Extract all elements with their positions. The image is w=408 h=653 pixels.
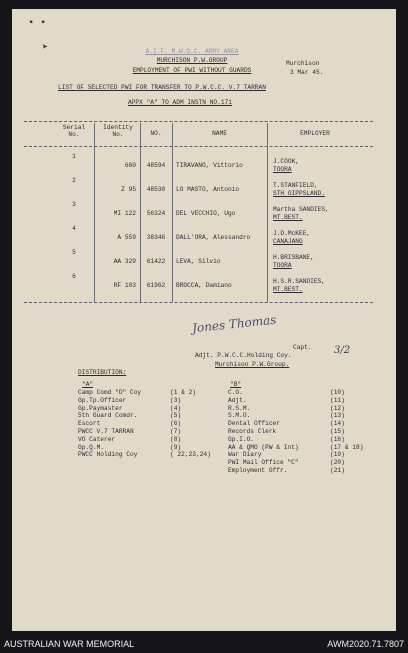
column-divider — [140, 123, 141, 302]
col-header-serial: Serial No. — [62, 124, 86, 138]
distribution-item: S.M.O. — [228, 412, 251, 420]
col-header-employer: EMPLOYER — [300, 130, 330, 137]
cell-employer-line: MT.BEST. — [273, 286, 303, 293]
signature-title: Adjt. P.W.C.C.Holding Coy. — [195, 352, 292, 359]
distribution-number: (11) — [330, 396, 345, 404]
handwritten-signature: Jones Thomas — [191, 312, 278, 336]
cell-no: 61422 — [146, 258, 166, 265]
distribution-number: (9) — [170, 443, 182, 451]
cell-employer-line: MT.BEST. — [273, 214, 303, 221]
column-divider — [94, 123, 95, 302]
cell-serial: 3 — [72, 201, 76, 208]
header-line-2: MURCHISON P.W.GROUP — [156, 57, 228, 64]
signature-rank: Capt. — [293, 344, 312, 351]
cell-serial: 4 — [72, 225, 76, 232]
distribution-item: Gp.Tp.Officer — [78, 396, 127, 404]
punch-mark-top: ▪ ▪ — [28, 18, 47, 29]
distribution-item: Gp.Q.M. — [78, 443, 104, 451]
cell-name: TIRAVANO, Vittorio — [176, 162, 243, 169]
table-bottom-rule — [24, 302, 373, 303]
distribution-item: Records Clerk — [228, 428, 277, 435]
distribution-item: PWCC Holding Coy — [78, 451, 138, 459]
distribution-item: Adjt. — [228, 396, 247, 404]
distribution-number: (3) — [170, 396, 182, 404]
handwritten-annotation: 3/2 — [334, 345, 351, 356]
cell-name: DEL VECCHIO, Ugo — [176, 210, 236, 217]
cell-name: LO MASTO, Antonio — [176, 186, 240, 193]
distribution-number: (4) — [170, 404, 182, 412]
cell-employer-line: STH GIPPSLAND. — [273, 190, 325, 197]
distribution-number: (13) — [330, 412, 345, 420]
cell-employer-line: J.COOK, — [273, 158, 299, 165]
distribution-number: (5) — [170, 412, 182, 420]
cell-no: 56324 — [146, 210, 166, 217]
table-header-rule — [24, 146, 373, 147]
cell-no: 48594 — [146, 162, 166, 169]
col-header-name: NAME — [212, 130, 227, 137]
table-top-rule — [24, 121, 373, 122]
distribution-item: Gp.I.O. — [228, 435, 254, 443]
cell-serial: 2 — [72, 177, 76, 184]
distribution-number: (19) — [330, 451, 345, 459]
cell-serial: 6 — [72, 273, 76, 280]
distribution-item: Escort — [78, 420, 101, 428]
distribution-item: C.O. — [228, 389, 243, 396]
cell-employer-line: T.STANFIELD, — [273, 182, 318, 189]
document-page — [12, 9, 396, 631]
header-line-1: A.I.F. M.W.Q.C. ARMY AREA — [145, 48, 239, 55]
cell-identity: Z 95 — [121, 186, 136, 193]
cell-identity: MI 122 — [113, 210, 136, 217]
distribution-item: 5th Guard Comdr. — [78, 412, 138, 420]
footer-accession-number: AWM2020.71.7807 — [327, 639, 404, 649]
header-line-3: EMPLOYMENT OF PWI WITHOUT GUARDS — [132, 67, 252, 74]
distribution-item: Camp Comd "D" Coy — [78, 389, 142, 396]
cell-employer-line: H.S.R.SANDIES, — [273, 278, 325, 285]
cell-name: LEVA, Silvio — [176, 258, 221, 265]
distribution-number: (8) — [170, 435, 182, 443]
column-divider — [172, 123, 173, 302]
distribution-item: R.S.M. — [228, 404, 251, 412]
distribution-number: (7) — [170, 428, 182, 435]
cell-name: BROCCA, Damiano — [176, 282, 232, 289]
cell-identity: A 559 — [117, 234, 136, 241]
distribution-item: War Diary — [228, 451, 262, 459]
cell-serial: 1 — [72, 153, 76, 160]
signature-unit: Murchison P.W.Group. — [215, 361, 290, 368]
col-header-identity: Identity No. — [103, 124, 133, 138]
distribution-list-b-label: "B" — [230, 381, 242, 388]
distribution-item: PWI Mail Office "C" — [228, 459, 299, 467]
distribution-item: Dental Officer — [228, 420, 280, 428]
cell-serial: 5 — [72, 249, 76, 256]
distribution-number: (15) — [330, 428, 345, 435]
distribution-item: Gp.Paymaster — [78, 404, 123, 412]
distribution-number: (16) — [330, 435, 345, 443]
cell-identity: AA 329 — [113, 258, 136, 265]
appendix-title: APPX "A" TO ADM INSTN NO.171 — [128, 99, 232, 106]
header-place: Murchison — [286, 60, 320, 67]
punch-mark-left: ➤ — [42, 43, 49, 54]
cell-identity: 660 — [124, 162, 136, 169]
list-title: LIST OF SELECTED PWI FOR TRANSFER TO P.W.C.C. V.7 TARRAN — [58, 84, 266, 91]
distribution-number: (12) — [330, 404, 345, 412]
header-date: 3 Mar 45. — [290, 69, 324, 76]
distribution-number: ( 22,23,24) — [170, 451, 211, 459]
distribution-item: PWCC V.7 TARRAN — [78, 428, 134, 435]
cell-identity: RF 103 — [113, 282, 136, 289]
footer-institution: AUSTRALIAN WAR MEMORIAL — [4, 639, 135, 649]
distribution-number: (10) — [330, 389, 345, 396]
cell-no: 48530 — [146, 186, 166, 193]
cell-employer-line: H.BRISBANE, — [273, 254, 314, 261]
distribution-number: (21) — [330, 467, 345, 474]
cell-employer-line: TOORA — [273, 262, 292, 269]
distribution-title: DISTRIBUTION: — [78, 369, 127, 376]
distribution-list-a-label: "A" — [82, 381, 94, 388]
cell-employer-line: Martha SANDIES, — [273, 206, 329, 213]
distribution-number: (14) — [330, 420, 345, 428]
cell-employer-line: J.D.McKEE, — [273, 230, 311, 237]
distribution-number: (1 & 2) — [170, 389, 196, 396]
cell-employer-line: CANAJANG — [273, 238, 303, 245]
cell-no: 61962 — [146, 282, 166, 289]
cell-employer-line: TOORA — [273, 166, 292, 173]
cell-no: 38346 — [146, 234, 166, 241]
col-header-no: NO. — [150, 130, 162, 137]
distribution-number: (6) — [170, 420, 182, 428]
distribution-item: Employment Offr. — [228, 467, 288, 474]
cell-name: DALL'ORA, Alessandro — [176, 234, 251, 241]
distribution-number: (20) — [330, 459, 345, 467]
column-divider — [267, 123, 268, 302]
distribution-item: VO Caterer — [78, 435, 116, 443]
distribution-item: AA & QMG (PW & Int) — [228, 443, 299, 451]
distribution-number: (17 & 18) — [330, 443, 364, 451]
